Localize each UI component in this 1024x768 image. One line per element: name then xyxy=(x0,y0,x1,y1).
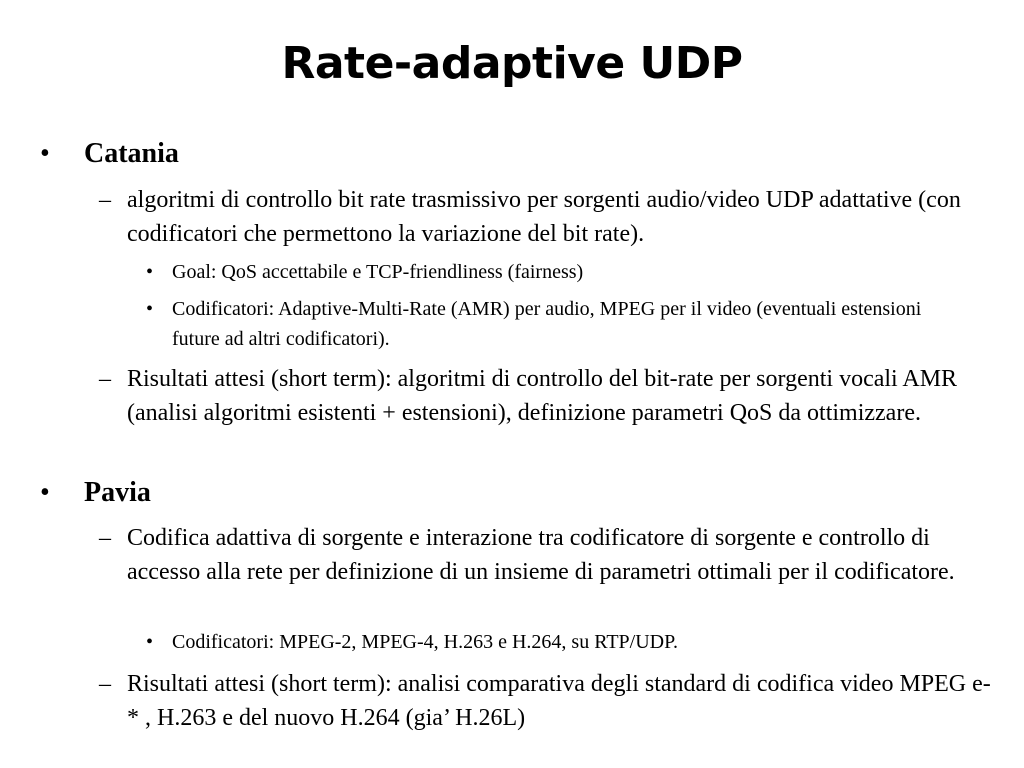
subpoint-text: Codificatori: Adaptive-Multi-Rate (AMR) per audio, MPEG per il video (eventuali estensioni future ad altri codificatori). xyxy=(172,298,922,350)
sub-bullet-icon: • xyxy=(146,261,154,283)
dash-icon: – xyxy=(99,366,111,392)
dash-icon: – xyxy=(99,525,111,551)
sub-bullet-icon: • xyxy=(146,298,154,320)
slide-title: Rate-adaptive UDP xyxy=(281,38,743,89)
dash-icon: – xyxy=(99,187,111,213)
section-heading: Pavia xyxy=(84,477,151,508)
bullet-icon: • xyxy=(40,138,50,169)
point-text: Codifica adattiva di sorgente e interazione tra codificatore di sorgente e controllo di accesso alla rete per definizione di un insieme di parametri ottimali per il codificatore. xyxy=(127,525,955,585)
bullet-icon: • xyxy=(40,477,50,508)
subpoint-text: Codificatori: MPEG-2, MPEG-4, H.263 e H.264, su RTP/UDP. xyxy=(172,631,679,653)
point-text: Risultati attesi (short term): algoritmi di controllo del bit-rate per sorgenti vocali AMR (analisi algoritmi esistenti + estensioni), definizione parametri QoS da ottimizzare. xyxy=(127,366,958,426)
dash-icon: – xyxy=(99,671,111,697)
subpoint-text: Goal: QoS accettabile e TCP-friendliness (fairness) xyxy=(172,261,584,283)
point-text: Risultati attesi (short term): analisi comparativa degli standard di codifica video MPEG e-* , H.263 e del nuovo H.264 (gia’ H.26L) xyxy=(127,671,991,731)
sub-bullet-icon: • xyxy=(146,631,154,653)
point-text: algoritmi di controllo bit rate trasmissivo per sorgenti audio/video UDP adattative (con codificatori che permettono la variazione del bit rate). xyxy=(127,187,961,247)
section-heading: Catania xyxy=(84,138,179,169)
